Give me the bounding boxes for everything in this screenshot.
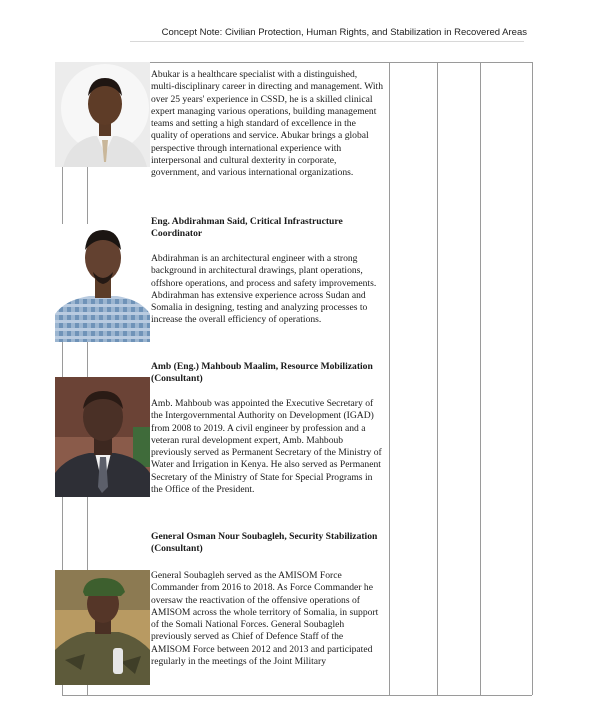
profile-photo-soubagleh [55, 570, 150, 685]
table-column-line [437, 62, 438, 695]
page-header: Concept Note: Civilian Protection, Human Rights, and Stabilization in Recovered Areas [161, 27, 527, 38]
table-column-line [389, 62, 390, 695]
profile-bio-abukar: Abukar is a healthcare specialist with a distinguished, multi-disciplinary career in directing and management. With over 25 years' experience in CSSD, he is a skilled clinical expert managing various operations, building management teams and setting a high standard of excellence in the quality of operations and service. Abukar brings a global perspective through international experience with interpersonal and cultural dexterity in corporate, government, and various international organizations. [151, 69, 384, 179]
profile-heading-soubagleh: General Osman Nour Soubagleh, Security Stabilization (Consultant) [151, 531, 378, 555]
header-rule [130, 41, 524, 42]
table-border-bottom [62, 695, 532, 696]
profile-photo-mahboub [55, 377, 150, 497]
profile-bio-mahboub: Amb. Mahboub was appointed the Executive Secretary of the Intergovernmental Authority on Development (IGAD) from 2008 to 2019. A civil engineer by profession and a veteran rural development expert, Amb. Mahboub previously served as Permanent Secretary of the Ministry of Water and Irrigation in Kenya. He also served as Permanent Secretary of the Ministry of State for Special Programs in the Office of the President. [151, 398, 382, 496]
profile-photo-abukar [55, 62, 150, 167]
profile-photo-abdirahman [55, 224, 150, 342]
table-column-line [480, 62, 481, 695]
table-border-right [532, 62, 533, 695]
profile-bio-abdirahman: Abdirahman is an architectural engineer with a strong background in architectural drawings, plant operations, offshore operations, and process and safety improvements. Abdirahman has extensive experience across Sudan and Somalia in designing, testing and analyzing processes to increase the overall efficiency of operations. [151, 253, 377, 326]
profile-bio-soubagleh: General Soubagleh served as the AMISOM Force Commander from 2016 to 2018. As Force Commander he oversaw the reactivation of the offensive operations of AMISOM across the whole territory of Somalia, in support of the Somali National Forces. General Soubagleh previously served as Chief of Defence Staff of the AMISOM Force between 2012 and 2013 and participated regularly in the meetings of the Joint Military [151, 570, 379, 668]
profile-heading-mahboub: Amb (Eng.) Mahboub Maalim, Resource Mobilization (Consultant) [151, 361, 373, 385]
profile-heading-abdirahman: Eng. Abdirahman Said, Critical Infrastructure Coordinator [151, 216, 343, 240]
